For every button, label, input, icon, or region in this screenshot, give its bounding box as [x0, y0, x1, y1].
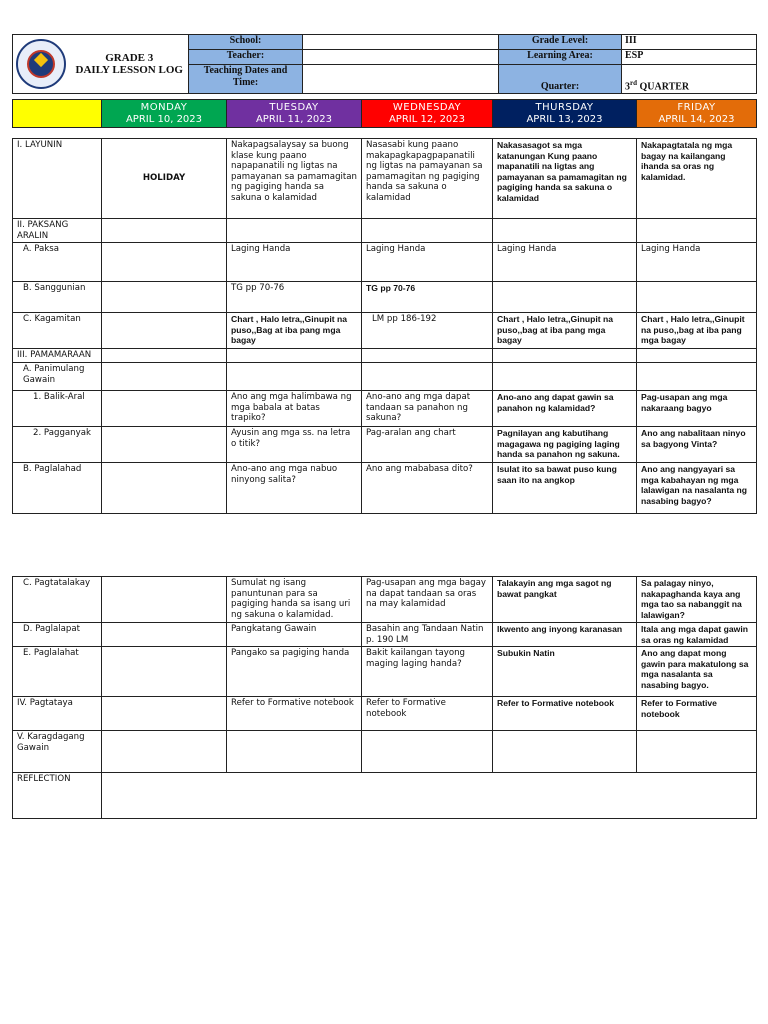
cell-thu: [493, 731, 637, 773]
monday-cell: [102, 363, 227, 391]
monday-cell: [102, 313, 227, 349]
row-label: B. Paglalahad: [13, 463, 102, 514]
table-row: [13, 349, 757, 363]
row-label: C. Kagamitan: [13, 313, 102, 349]
day-header-thursday: [493, 100, 637, 128]
cell-tue: TG pp 70-76: [227, 282, 362, 313]
cell-wed: [362, 731, 493, 773]
monday-cell: [102, 349, 227, 363]
row-label: I. LAYUNIN: [13, 139, 102, 219]
cell-tue: [227, 349, 362, 363]
quarter-num: 3: [625, 81, 630, 92]
cell-wed: Pag-usapan ang mga bagay na dapat tandaan sa oras na may kalamidad: [362, 577, 493, 623]
table-row: [13, 577, 757, 623]
cell-fri: Laging Handa: [637, 243, 757, 282]
day-date: APRIL 10, 2023: [125, 113, 203, 125]
cell-fri: Itala ang mga dapat gawin sa oras ng kalamidad: [637, 623, 757, 647]
cell-wed: LM pp 186-192: [362, 313, 493, 349]
cell-wed: Laging Handa: [362, 243, 493, 282]
row-label: III. PAMAMARAAN: [13, 349, 102, 363]
teacher-label: Teacher:: [189, 49, 303, 64]
cell-tue: Laging Handa: [227, 243, 362, 282]
reflection-area[interactable]: [102, 773, 757, 819]
row-label: A. Panimulang Gawain: [13, 363, 102, 391]
cell-thu: [493, 219, 637, 243]
cell-fri: [637, 282, 757, 313]
grade-level-value: III: [622, 35, 757, 50]
seal-icon: [16, 39, 66, 89]
day-date: APRIL 11, 2023: [255, 113, 333, 125]
title-grade: GRADE 3: [105, 52, 154, 64]
reflection-label: REFLECTION: [13, 773, 102, 819]
monday-cell: [102, 427, 227, 463]
cell-thu: Isulat ito sa bawat puso kung saan ito na angkop: [493, 463, 637, 514]
monday-cell: [102, 647, 227, 697]
cell-thu: Ikwento ang inyong karanasan: [493, 623, 637, 647]
day-name: MONDAY: [140, 101, 188, 113]
cell-tue: Ano ang mga halimbawa ng mga babala at batas trapiko?: [227, 391, 362, 427]
monday-cell: [102, 463, 227, 514]
quarter-sup: rd: [630, 78, 637, 87]
cell-thu: [493, 363, 637, 391]
cell-thu: Chart , Halo letra,,Ginupit na puso,,bag at iba pang mga bagay: [493, 313, 637, 349]
cell-thu: Refer to Formative notebook: [493, 697, 637, 731]
header-table: [12, 34, 757, 94]
day-corner: [13, 100, 102, 128]
row-label: C. Pagtatalakay: [13, 577, 102, 623]
cell-tue: [227, 219, 362, 243]
cell-fri: Ano ang nangyayari sa mga kabahayan ng mga lalawigan na nasalanta ng nasabing bagyo?: [637, 463, 757, 514]
day-name: THURSDAY: [535, 101, 594, 113]
cell-tue: [227, 363, 362, 391]
cell-fri: [637, 731, 757, 773]
table-row: [13, 313, 757, 349]
day-name: FRIDAY: [677, 101, 716, 113]
day-name: TUESDAY: [269, 101, 319, 113]
row-label: B. Sanggunian: [13, 282, 102, 313]
cell-thu: Talakayin ang mga sagot ng bawat pangkat: [493, 577, 637, 623]
monday-cell: [102, 697, 227, 731]
dates-value: [303, 64, 499, 94]
day-date: APRIL 14, 2023: [658, 113, 735, 125]
row-label: II. PAKSANG ARALIN: [13, 219, 102, 243]
table-row: [13, 731, 757, 773]
cell-thu: Nakasasagot sa mga katanungan Kung paano mapanatili na ligtas ang pamayanan sa pamamagitan ng pagiging handa sa sakuna o kalamidad: [493, 139, 637, 219]
cell-thu: Subukin Natin: [493, 647, 637, 697]
cell-fri: Ano ang dapat mong gawin para makatulong sa mga nasalanta sa nasabing bagyo.: [637, 647, 757, 697]
table-row: [13, 463, 757, 514]
row-label: D. Paglalapat: [13, 623, 102, 647]
school-value: [303, 35, 499, 50]
day-header-monday: [102, 100, 227, 128]
day-banner: [12, 99, 757, 128]
learning-area-label: Learning Area:: [499, 49, 622, 64]
table-row: [13, 391, 757, 427]
table-row: [13, 219, 757, 243]
monday-cell: [102, 623, 227, 647]
cell-tue: Ayusin ang mga ss. na letra o titik?: [227, 427, 362, 463]
teacher-value: [303, 49, 499, 64]
cell-fri: Nakapagtatala ng mga bagay na kailangang ihanda sa oras ng kalamidad.: [637, 139, 757, 219]
learning-area-value: ESP: [622, 49, 757, 64]
cell-fri: Sa palagay ninyo, nakapaghanda kaya ang mga tao sa nabanggit na lalawigan?: [637, 577, 757, 623]
cell-fri: Refer to Formative notebook: [637, 697, 757, 731]
cell-thu: Ano-ano ang dapat gawin sa panahon ng kalamidad?: [493, 391, 637, 427]
day-header-wednesday: [362, 100, 493, 128]
monday-cell: [102, 243, 227, 282]
holiday-note: HOLIDAY: [102, 139, 227, 219]
cell-tue: [227, 731, 362, 773]
table-row: [13, 623, 757, 647]
page-title: [71, 35, 189, 94]
cell-tue: Ano-ano ang mga nabuo ninyong salita?: [227, 463, 362, 514]
cell-thu: Laging Handa: [493, 243, 637, 282]
monday-cell: [102, 391, 227, 427]
cell-fri: Ano ang nabalitaan ninyo sa bagyong Vinta?: [637, 427, 757, 463]
cell-wed: [362, 219, 493, 243]
row-label: IV. Pagtataya: [13, 697, 102, 731]
monday-cell: [102, 577, 227, 623]
row-label: E. Paglalahat: [13, 647, 102, 697]
table-row: [13, 427, 757, 463]
monday-cell: [102, 219, 227, 243]
cell-fri: [637, 363, 757, 391]
reflection-row: [13, 773, 757, 819]
row-label: 1. Balik-Aral: [13, 391, 102, 427]
cell-wed: [362, 349, 493, 363]
table-row: [13, 282, 757, 313]
cell-fri: [637, 349, 757, 363]
day-header-friday: [637, 100, 757, 128]
table-row: [13, 139, 757, 219]
table-row: [13, 697, 757, 731]
cell-fri: Pag-usapan ang mga nakaraang bagyo: [637, 391, 757, 427]
cell-fri: Chart , Halo letra,,Ginupit na puso,,bag at iba pang mga bagay: [637, 313, 757, 349]
row-label: V. Karagdagang Gawain: [13, 731, 102, 773]
day-date: APRIL 12, 2023: [388, 113, 466, 125]
monday-cell: [102, 282, 227, 313]
row-label: 2. Pagganyak: [13, 427, 102, 463]
table-row: [13, 363, 757, 391]
dates-label: Teaching Dates and Time:: [189, 64, 303, 94]
deped-seal: [13, 35, 71, 94]
quarter-label: Quarter:: [499, 64, 622, 94]
cell-wed: Ano-ano ang mga dapat tandaan sa panahon ng sakuna?: [362, 391, 493, 427]
cell-wed: Basahin ang Tandaan Natin p. 190 LM: [362, 623, 493, 647]
cell-tue: Sumulat ng isang panuntunan para sa pagiging handa sa isang uri ng sakuna o kalamidad.: [227, 577, 362, 623]
table-row: [13, 647, 757, 697]
cell-wed: Ano ang mababasa dito?: [362, 463, 493, 514]
cell-tue: Pangako sa pagiging handa: [227, 647, 362, 697]
cell-tue: Chart , Halo letra,,Ginupit na puso,,Bag at iba pang mga bagay: [227, 313, 362, 349]
table-row: [13, 243, 757, 282]
cell-wed: [362, 363, 493, 391]
lesson-table-part1: [12, 138, 757, 514]
cell-tue: Pangkatang Gawain: [227, 623, 362, 647]
title-dll: DAILY LESSON LOG: [75, 64, 183, 76]
cell-wed: Bakit kailangan tayong maging laging handa?: [362, 647, 493, 697]
cell-tue: Refer to Formative notebook: [227, 697, 362, 731]
cell-wed: Refer to Formative notebook: [362, 697, 493, 731]
row-label: A. Paksa: [13, 243, 102, 282]
day-header-tuesday: [227, 100, 362, 128]
cell-wed: Pag-aralan ang chart: [362, 427, 493, 463]
cell-wed: TG pp 70-76: [362, 282, 493, 313]
day-date: APRIL 13, 2023: [526, 113, 603, 125]
quarter-value: [622, 64, 757, 94]
school-label: School:: [189, 35, 303, 50]
grade-level-label: Grade Level:: [499, 35, 622, 50]
quarter-word: QUARTER: [637, 81, 690, 92]
cell-tue: Nakapagsalaysay sa buong klase kung paano napapanatili ng ligtas na pamayanan sa pamamagitan ng pagiging handa sa sakuna o kalamidad: [227, 139, 362, 219]
cell-thu: [493, 349, 637, 363]
cell-fri: [637, 219, 757, 243]
lesson-table-part2: [12, 576, 757, 819]
cell-thu: Pagnilayan ang kabutihang magagawa ng pagiging laging handa sa panahon ng sakuna.: [493, 427, 637, 463]
day-name: WEDNESDAY: [392, 101, 462, 113]
monday-cell: [102, 731, 227, 773]
cell-wed: Nasasabi kung paano makapagkapagpapanatili ng ligtas na pamayanan sa pamamagitan ng pagiging handa sa sakuna o kalamidad: [362, 139, 493, 219]
cell-thu: [493, 282, 637, 313]
